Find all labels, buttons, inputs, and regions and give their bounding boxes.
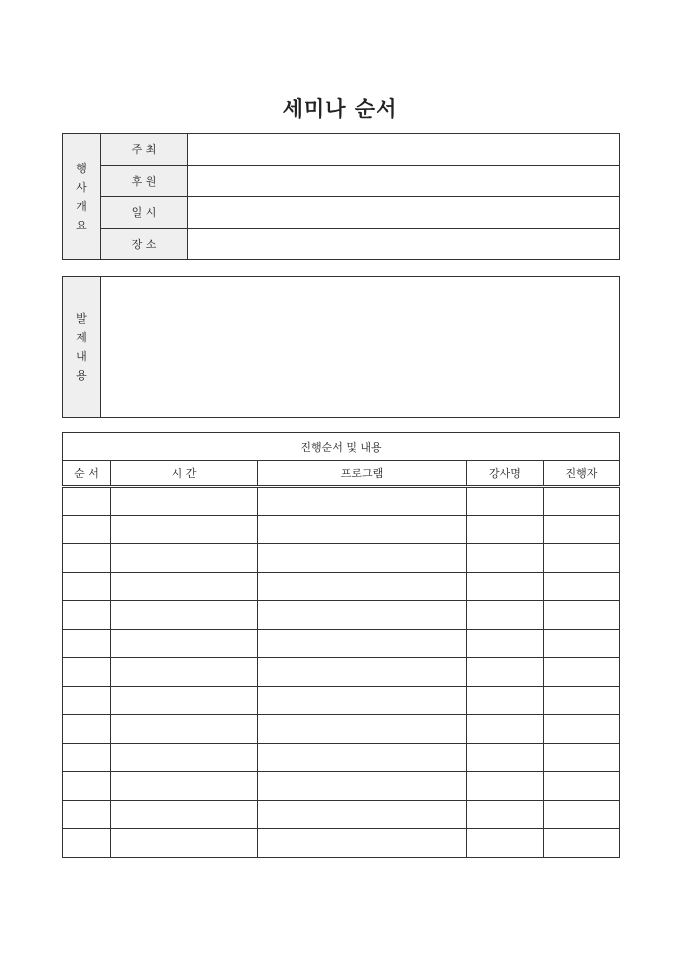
event-overview-label-char: 요 [76,218,87,232]
program-cell[interactable] [258,658,467,687]
order-cell[interactable] [63,772,111,801]
schedule-row [63,686,620,715]
speaker-cell[interactable] [467,743,544,772]
event-overview-label-char: 행 [76,161,87,175]
moderator-cell[interactable] [544,515,620,544]
sponsor-field[interactable] [188,165,620,197]
moderator-cell[interactable] [544,572,620,601]
time-cell[interactable] [111,772,258,801]
moderator-cell[interactable] [544,772,620,801]
program-cell[interactable] [258,686,467,715]
schedule-row [63,544,620,573]
speaker-cell[interactable] [467,544,544,573]
speaker-cell[interactable] [467,515,544,544]
schedule-row [63,800,620,829]
program-cell[interactable] [258,487,467,516]
event-overview-label-char: 사 [76,180,87,194]
time-cell[interactable] [111,715,258,744]
order-cell[interactable] [63,800,111,829]
program-cell[interactable] [258,829,467,858]
host-field[interactable] [188,134,620,166]
moderator-cell[interactable] [544,686,620,715]
speaker-cell[interactable] [467,772,544,801]
moderator-cell[interactable] [544,743,620,772]
order-cell[interactable] [63,629,111,658]
moderator-header: 진행자 [544,461,620,487]
moderator-cell[interactable] [544,544,620,573]
time-header: 시 간 [111,461,258,487]
speaker-cell[interactable] [467,800,544,829]
program-cell[interactable] [258,544,467,573]
time-cell[interactable] [111,629,258,658]
moderator-cell[interactable] [544,658,620,687]
speaker-cell[interactable] [467,715,544,744]
moderator-cell[interactable] [544,629,620,658]
program-cell[interactable] [258,515,467,544]
venue-field[interactable] [188,228,620,260]
order-cell[interactable] [63,686,111,715]
time-cell[interactable] [111,515,258,544]
moderator-cell[interactable] [544,829,620,858]
topic-label [63,277,101,418]
program-cell[interactable] [258,715,467,744]
time-cell[interactable] [111,658,258,687]
program-cell[interactable] [258,629,467,658]
time-cell[interactable] [111,800,258,829]
schedule-title: 진행순서 및 내용 [63,433,620,461]
topic-label-char: 내 [76,350,87,363]
schedule-row [63,487,620,516]
program-header: 프로그램 [258,461,467,487]
schedule-row [63,601,620,630]
order-header: 순 서 [63,461,111,487]
schedule-row [63,772,620,801]
schedule-row [63,515,620,544]
order-cell[interactable] [63,544,111,573]
schedule-row [63,629,620,658]
order-cell[interactable] [63,572,111,601]
moderator-cell[interactable] [544,800,620,829]
topic-table [62,276,620,418]
topic-label-char: 제 [76,331,87,344]
order-cell[interactable] [63,743,111,772]
order-cell[interactable] [63,487,111,516]
speaker-cell[interactable] [467,829,544,858]
schedule-table [62,432,620,858]
schedule-body [63,487,620,858]
time-cell[interactable] [111,829,258,858]
program-cell[interactable] [258,601,467,630]
event-overview-label [63,134,101,260]
order-cell[interactable] [63,658,111,687]
speaker-cell[interactable] [467,572,544,601]
time-cell[interactable] [111,743,258,772]
order-cell[interactable] [63,829,111,858]
speaker-cell[interactable] [467,686,544,715]
moderator-cell[interactable] [544,487,620,516]
event-overview-table [62,133,620,260]
datetime-label: 일 시 [101,197,188,229]
time-cell[interactable] [111,686,258,715]
datetime-field[interactable] [188,197,620,229]
order-cell[interactable] [63,515,111,544]
host-label: 주 최 [101,134,188,166]
time-cell[interactable] [111,601,258,630]
order-cell[interactable] [63,601,111,630]
time-cell[interactable] [111,572,258,601]
page-title: 세미나 순서 [282,97,398,121]
time-cell[interactable] [111,487,258,516]
program-cell[interactable] [258,800,467,829]
schedule-row [63,715,620,744]
speaker-cell[interactable] [467,601,544,630]
topic-content-field[interactable] [101,277,620,418]
schedule-row [63,743,620,772]
event-overview-label-char: 개 [76,199,87,213]
sponsor-label: 후 원 [101,165,188,197]
order-cell[interactable] [63,715,111,744]
speaker-cell[interactable] [467,658,544,687]
speaker-cell[interactable] [467,629,544,658]
time-cell[interactable] [111,544,258,573]
moderator-cell[interactable] [544,715,620,744]
speaker-cell[interactable] [467,487,544,516]
topic-label-char: 용 [76,369,87,382]
schedule-row [63,572,620,601]
speaker-header: 강사명 [467,461,544,487]
schedule-row [63,658,620,687]
program-cell[interactable] [258,772,467,801]
program-cell[interactable] [258,743,467,772]
moderator-cell[interactable] [544,601,620,630]
topic-label-char: 발 [76,312,87,325]
program-cell[interactable] [258,572,467,601]
schedule-row [63,829,620,858]
venue-label: 장 소 [101,228,188,260]
